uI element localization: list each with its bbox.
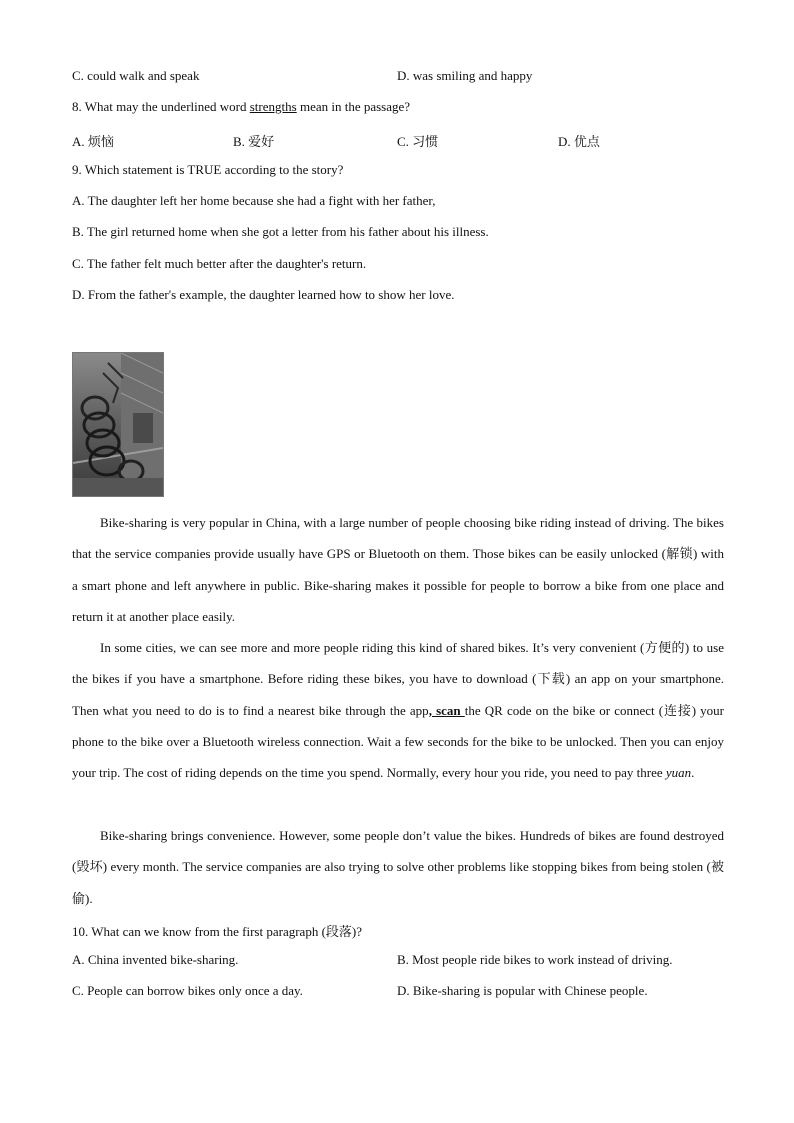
q8-stem — [72, 99, 410, 115]
passage-paragraph-3: Bike-sharing brings convenience. However, some people don’t value the bikes. Hundreds of bikes are found destroyed (毁坏) every month. The service companies are also trying to solve other problems like stopping bikes from being stolen (被偷). — [72, 828, 724, 906]
bike-photo-image — [73, 353, 163, 496]
bike-photo — [72, 352, 164, 497]
q9-stem: 9. Which statement is TRUE according to the story? — [72, 162, 344, 177]
yuan-italic-word: yuan — [665, 765, 692, 781]
q10-option-d: D. Bike-sharing is popular with Chinese people. — [397, 983, 648, 998]
q7-option-d: D. was smiling and happy — [397, 68, 533, 83]
q8-option-b: B. 爱好 — [233, 134, 275, 149]
q8-stem-pre: 8. What may the underlined word — [72, 99, 250, 114]
scan-underlined-word: , scan — [428, 702, 465, 718]
q9-option-c: C. The father felt much better after the daughter's return. — [72, 256, 367, 271]
q10-stem: 10. What can we know from the first paragraph (段落)? — [72, 924, 362, 939]
q9-option-d: D. From the father's example, the daughter learned how to show her love. — [72, 287, 455, 302]
passage-p2-part-b: the QR code on the bike or connect (连接) your phone to the bike over a Bluetooth wireless connection. Wait a few seconds for the bike to be unlocked. Then you can enjoy your trip. The cost of riding depends on the time you spend. Normally, every hour you ride, you need to pay three — [72, 702, 724, 781]
passage-paragraph-2 — [72, 632, 724, 788]
q10-option-b: B. Most people ride bikes to work instead of driving. — [397, 952, 673, 967]
q9-option-b: B. The girl returned home when she got a letter from his father about his illness. — [72, 224, 489, 239]
q8-option-c: C. 习惯 — [397, 134, 439, 149]
passage-p2-part-a: In some cities, we can see more and more people riding this kind of shared bikes. It’s very convenient (方便的) to use the bikes if you have a smartphone. Before riding these bikes, you have to download (下载) an app on your smartphone. Then what you need to do is to find a nearest bike through the app — [72, 640, 724, 718]
q9-option-a: A. The daughter left her home because she had a fight with her father, — [72, 193, 436, 208]
q7-option-c: C. could walk and speak — [72, 68, 200, 83]
passage-p2-end: . — [691, 765, 695, 781]
passage-paragraph-1: Bike-sharing is very popular in China, with a large number of people choosing bike riding instead of driving. The bikes that the service companies provide usually have GPS or Bluetooth on them. Those bikes can be easily unlocked (解锁) with a smart phone and left anywhere in public. Bike-sharing makes it possible for people to borrow a bike from one place and return it at another place easily. — [72, 515, 724, 624]
q8-option-a: A. 烦恼 — [72, 134, 114, 149]
q10-option-c: C. People can borrow bikes only once a day. — [72, 983, 303, 998]
q10-option-a: A. China invented bike-sharing. — [72, 952, 239, 967]
q8-stem-post: mean in the passage? — [296, 99, 411, 114]
q8-option-d: D. 优点 — [558, 134, 600, 149]
q8-underlined-word: strengths — [249, 99, 297, 114]
